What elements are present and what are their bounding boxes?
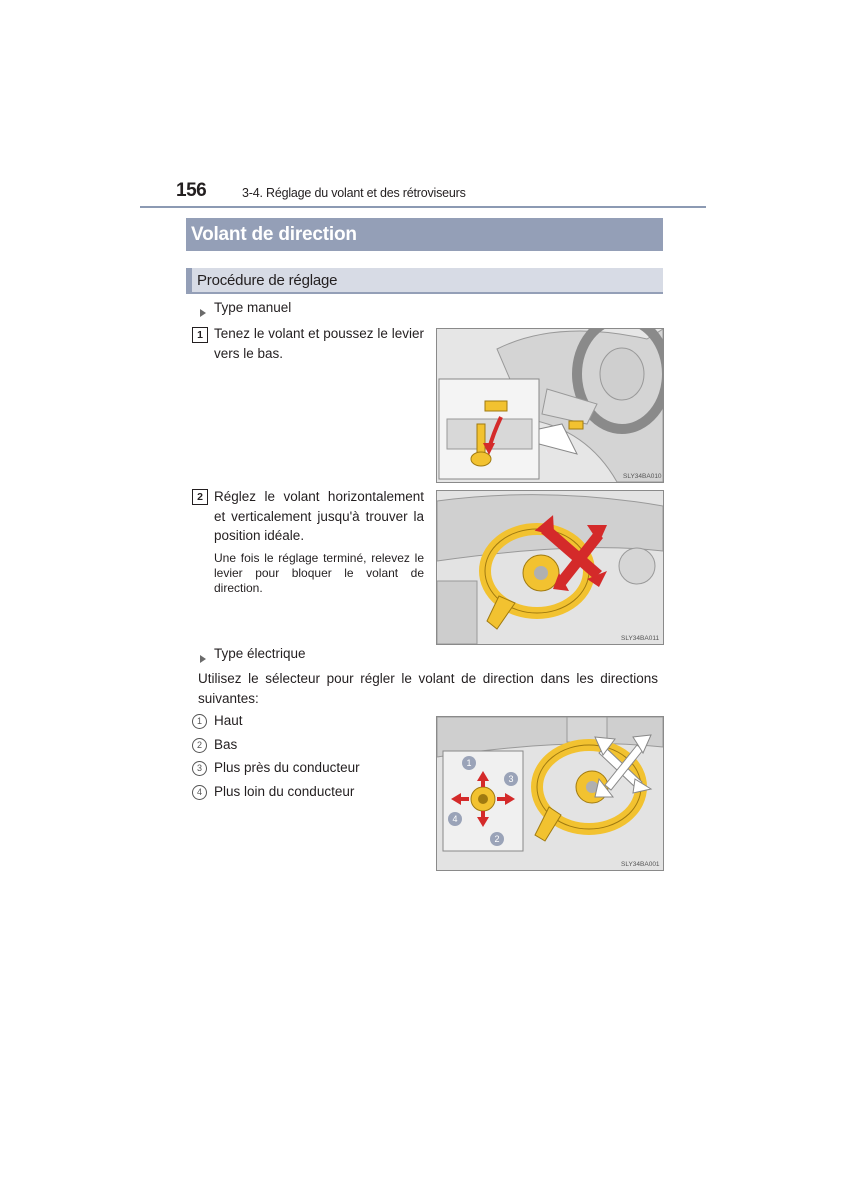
section-title: Volant de direction (186, 218, 663, 251)
bullet-arrow-icon (200, 304, 206, 322)
inset-number: 3 (508, 774, 514, 784)
list-item-up: Haut (214, 713, 243, 728)
electric-intro: Utilisez le sélecteur pour régler le volant de direction dans les directions suivantes: (198, 671, 658, 706)
manual-type-label: Type manuel (214, 300, 292, 315)
step-number: 2 (192, 489, 208, 505)
list-number-2: 2 (192, 738, 207, 753)
step-1-text: Tenez le volant et poussez le levier vers le bas. (214, 326, 424, 361)
figure-wheel-adjust (436, 490, 664, 645)
list-item-further: Plus loin du conducteur (214, 784, 355, 799)
header-rule (140, 206, 706, 208)
step-2-text: Réglez le volant horizontalement et verticalement jusqu'à trouver la position idéale. (214, 489, 424, 543)
list-number-4: 4 (192, 785, 207, 800)
step-2-note: Une fois le réglage terminé, relevez le levier pour bloquer le volant de direction. (214, 551, 424, 595)
inset-number: 4 (452, 814, 458, 824)
subsection-title: Procédure de réglage (186, 268, 663, 294)
figure-code: SLY34BA010 (623, 473, 662, 480)
step-number: 1 (192, 327, 208, 343)
figure-code: SLY34BA001 (621, 861, 660, 868)
page-number: 156 (176, 180, 207, 201)
list-item-down: Bas (214, 737, 238, 752)
list-number-3: 3 (192, 761, 207, 776)
figure-power-selector (436, 716, 664, 871)
inset-number: 1 (466, 758, 472, 768)
list-item-closer: Plus près du conducteur (214, 760, 360, 775)
figure-code: SLY34BA011 (621, 635, 660, 642)
bullet-arrow-icon (200, 650, 206, 668)
list-number-1: 1 (192, 714, 207, 729)
inset-number: 2 (494, 834, 500, 844)
running-head: 3-4. Réglage du volant et des rétroviseurs (242, 186, 466, 200)
figure-lever-release (436, 328, 664, 483)
electric-type-label: Type électrique (214, 646, 306, 661)
